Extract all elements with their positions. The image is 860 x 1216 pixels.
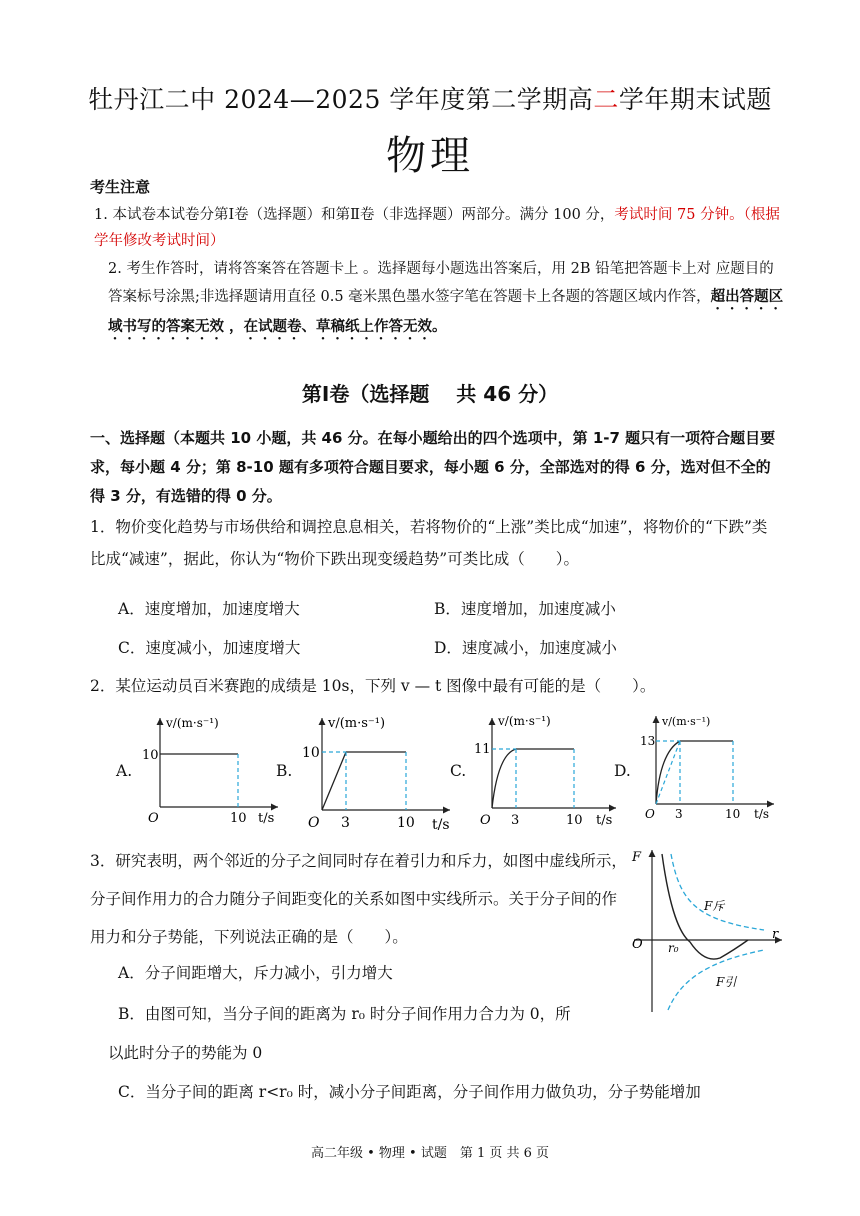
t1-label: 3	[511, 813, 520, 828]
notice-heading: 考生注意	[90, 178, 151, 196]
q1-option-c: C．速度减小，加速度增大	[118, 639, 301, 657]
q3-option-c: C．当分子间的距离 r<r₀ 时，减小分子间距离，分子间作用力做负功，分子势能增加	[118, 1083, 701, 1101]
exam-title-grade: 二	[593, 85, 619, 114]
q1-option-b: B．速度增加，加速度减小	[434, 600, 616, 618]
subject-title: 物理	[386, 133, 474, 179]
vmax-label: 11	[474, 742, 491, 757]
exam-title-part-b: 学年期末试题	[618, 85, 772, 114]
repulsion-curve	[671, 854, 764, 930]
y-axis-label: v/(m·s⁻¹)	[166, 716, 219, 730]
linear-dash	[656, 741, 680, 804]
y-axis-label: v/(m·s⁻¹)	[662, 715, 711, 728]
notice-item-2	[108, 255, 788, 343]
accel-curve	[492, 749, 516, 808]
t2-label: 10	[230, 811, 247, 826]
x-axis-label: t/s	[258, 811, 275, 826]
section-title: 第Ⅰ卷（选择题 共 46 分）	[301, 382, 559, 406]
q2-label-c: C.	[450, 762, 467, 780]
t2-label: 10	[397, 815, 415, 831]
y-axis-label: v/(m·s⁻¹)	[328, 716, 386, 731]
vmax-label: 10	[302, 745, 320, 761]
q2-label-b: B.	[276, 762, 293, 780]
origin-label: O	[148, 811, 159, 826]
x-axis-label: t/s	[432, 817, 450, 833]
q2-label-d: D.	[614, 762, 631, 780]
y-axis-label: v/(m·s⁻¹)	[498, 714, 551, 728]
notice-item-1-text: 1. 本试卷本试卷分第Ⅰ卷（选择题）和第Ⅱ卷（非选择题）两部分。满分 100 分，	[94, 207, 615, 223]
molecular-force-figure	[624, 842, 788, 1014]
notice-item-2-bold-1: 超出答题区域书写的答案无效 ，	[108, 289, 784, 335]
q3-option-b-line1: B．由图可知，当分子间的距离为 r₀ 时分子间作用力合力为 0，所	[118, 1005, 571, 1023]
q2-stem: 2．某位运动员百米赛跑的成绩是 10s，下列 v — t 图像中最有可能的是（ ）。	[90, 677, 656, 695]
notice-item-2-text: 2. 考生作答时，请将答案答在答题卡上 。选择题每小题选出答案后，用 2B 铅笔把答题卡上对 应题目的答案标号涂黑;非选择题请用直径 0.5 毫米黑色墨水签字笔在答题卡上各题的答题区域内作答，	[108, 261, 774, 305]
r-axis-label: r	[772, 927, 779, 942]
vmax-label: 13	[640, 734, 656, 748]
notice-item-1	[94, 202, 784, 254]
x-axis-label: t/s	[596, 813, 613, 828]
notice-item-2-bold-2: 在试题卷、草稿纸上作答无效。	[243, 319, 447, 335]
t1-label: 3	[675, 807, 683, 821]
exam-title	[0, 80, 860, 116]
origin-label: O	[645, 807, 655, 821]
q2-graph-a	[138, 712, 284, 830]
accel-line	[322, 752, 346, 810]
exam-title-part-a: 牡丹江二中 2024—2025 学年度第二学期高	[88, 85, 594, 114]
q1-stem: 1．物价变化趋势与市场供给和调控息息相关，若将物价的“上涨”类比成“加速”，将物价的“下跌”类比成“减速”，据此，你认为“物价下跌出现变缓趋势”可类比成（ ）。	[90, 518, 768, 568]
part1-instructions: 一、选择题（本题共 10 小题，共 46 分。在每小题给出的四个选项中，第 1-7 题只有一项符合题目要求，每小题 4 分；第 8-10 题有多项符合题目要求，每小题 6 分，全部选对的得 6 分，选对但不全的得 3 分，有选错的得 0 分。	[90, 429, 776, 505]
q3-option-a: A．分子间距增大，斥力减小，引力增大	[118, 964, 393, 982]
attraction-label: F引	[716, 975, 737, 989]
q2-graph-d	[640, 712, 780, 824]
notice-item-1-time: 考试时间 75 分钟。（根据学年修改考试时间）	[94, 207, 780, 249]
q2-graph-c	[472, 712, 622, 832]
t2-label: 10	[566, 813, 583, 828]
origin-label: O	[480, 813, 491, 828]
r0-label: r₀	[668, 941, 679, 955]
x-axis-label: t/s	[754, 807, 770, 821]
repulsion-label: F斥	[704, 899, 725, 913]
origin-label: O	[308, 815, 320, 831]
t1-label: 3	[341, 815, 350, 831]
q2-graph-b	[298, 712, 456, 834]
t2-label: 10	[725, 807, 741, 821]
q2-label-a: A.	[116, 762, 133, 780]
q3-stem: 3．研究表明，两个邻近的分子之间同时存在着引力和斥力，如图中虚线所示，分子间作用力的合力随分子间距变化的关系如图中实线所示。关于分子间的作用力和分子势能，下列说法正确的是（ ）。	[90, 852, 627, 946]
q3-option-b-line2: 以此时分子的势能为 0	[108, 1044, 263, 1062]
origin-label: O	[632, 937, 643, 952]
q1-option-a: A．速度增加，加速度增大	[118, 600, 300, 618]
f-axis-label: F	[632, 850, 642, 865]
q1-option-d: D．速度减小，加速度减小	[434, 639, 617, 657]
page-footer: 高二年级 • 物理 • 试题 第 1 页 共 6 页	[310, 1146, 550, 1161]
vmax-label: 10	[142, 748, 159, 763]
